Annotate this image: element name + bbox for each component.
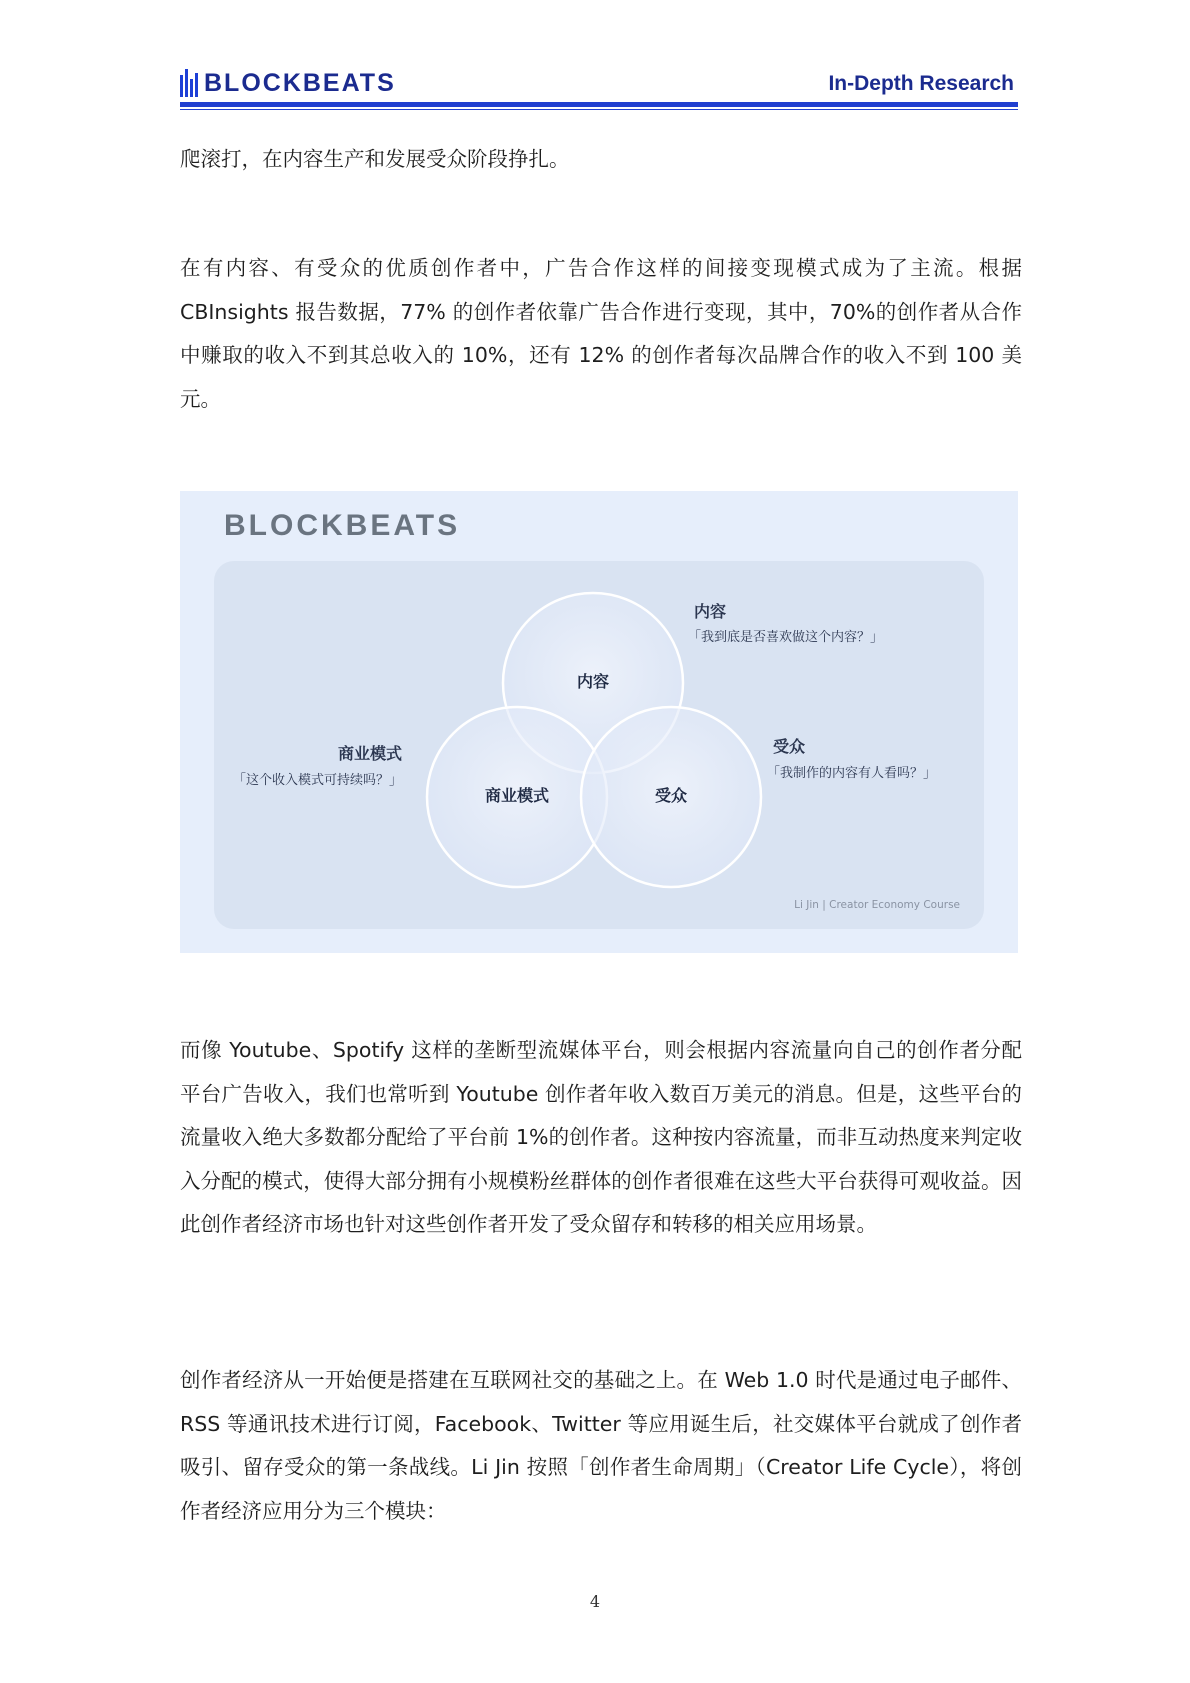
figure-logo: BLOCKBEATS	[224, 509, 461, 542]
figure-credit: Li Jin | Creator Economy Course	[794, 899, 960, 911]
venn-diagram	[180, 491, 1018, 953]
audience-label-title: 受众	[773, 737, 806, 756]
paragraph-4: 创作者经济从一开始便是搭建在互联网社交的基础之上。在 Web 1.0 时代是通过电子邮件、RSS 等通讯技术进行订阅，Facebook、Twitter 等应用诞生后，社交媒体平台就成了创作者吸引、留存受众的第一条战线。Li Jin 按照「创作者生命周期」（Creator Life Cycle），将创作者经济应用分为三个模块：	[180, 1368, 1022, 1523]
business-label-question: 「这个收入模式可持续吗？」	[233, 773, 403, 788]
paragraph-1: 爬滚打，在内容生产和发展受众阶段挣扎。	[180, 147, 570, 171]
page-number: 4	[589, 1592, 601, 1611]
header-tagline: In-Depth Research	[828, 72, 1014, 95]
paragraph-2: 在有内容、有受众的优质创作者中，广告合作这样的间接变现模式成为了主流。根据 CBInsights 报告数据，77% 的创作者依靠广告合作进行变现，其中，70%的创作者从合作中赚取的收入不到其总收入的 10%，还有 12% 的创作者每次品牌合作的收入不到 100 美元。	[180, 256, 1022, 411]
blockbeats-logo	[180, 68, 396, 98]
business-label-title: 商业模式	[338, 744, 403, 763]
logo-text: BLOCKBEATS	[204, 68, 396, 97]
paragraph-3: 而像 Youtube、Spotify 这样的垄断型流媒体平台，则会根据内容流量向自己的创作者分配平台广告收入，我们也常听到 Youtube 创作者年收入数百万美元的消息。但是，这些平台的流量收入绝大多数都分配给了平台前 1%的创作者。这种按内容流量，而非互动热度来判定收入分配的模式，使得大部分拥有小规模粉丝群体的创作者很难在这些大平台获得可观收益。因此创作者经济市场也针对这些创作者开发了受众留存和转移的相关应用场景。	[180, 1038, 1022, 1236]
business-circle-label: 商业模式	[484, 786, 550, 805]
header-rule	[180, 102, 1018, 107]
content-label-title: 内容	[694, 602, 727, 621]
venn-figure	[180, 491, 1018, 953]
audience-circle-label: 受众	[654, 786, 688, 805]
header-rule-thin	[180, 109, 1018, 110]
logo-bars-icon	[180, 69, 198, 97]
content-label-question: 「我到底是否喜欢做这个内容？」	[688, 630, 884, 645]
audience-label-question: 「我制作的内容有人看吗？」	[767, 766, 937, 781]
content-circle-label: 内容	[576, 672, 610, 691]
page-header	[180, 66, 1018, 108]
